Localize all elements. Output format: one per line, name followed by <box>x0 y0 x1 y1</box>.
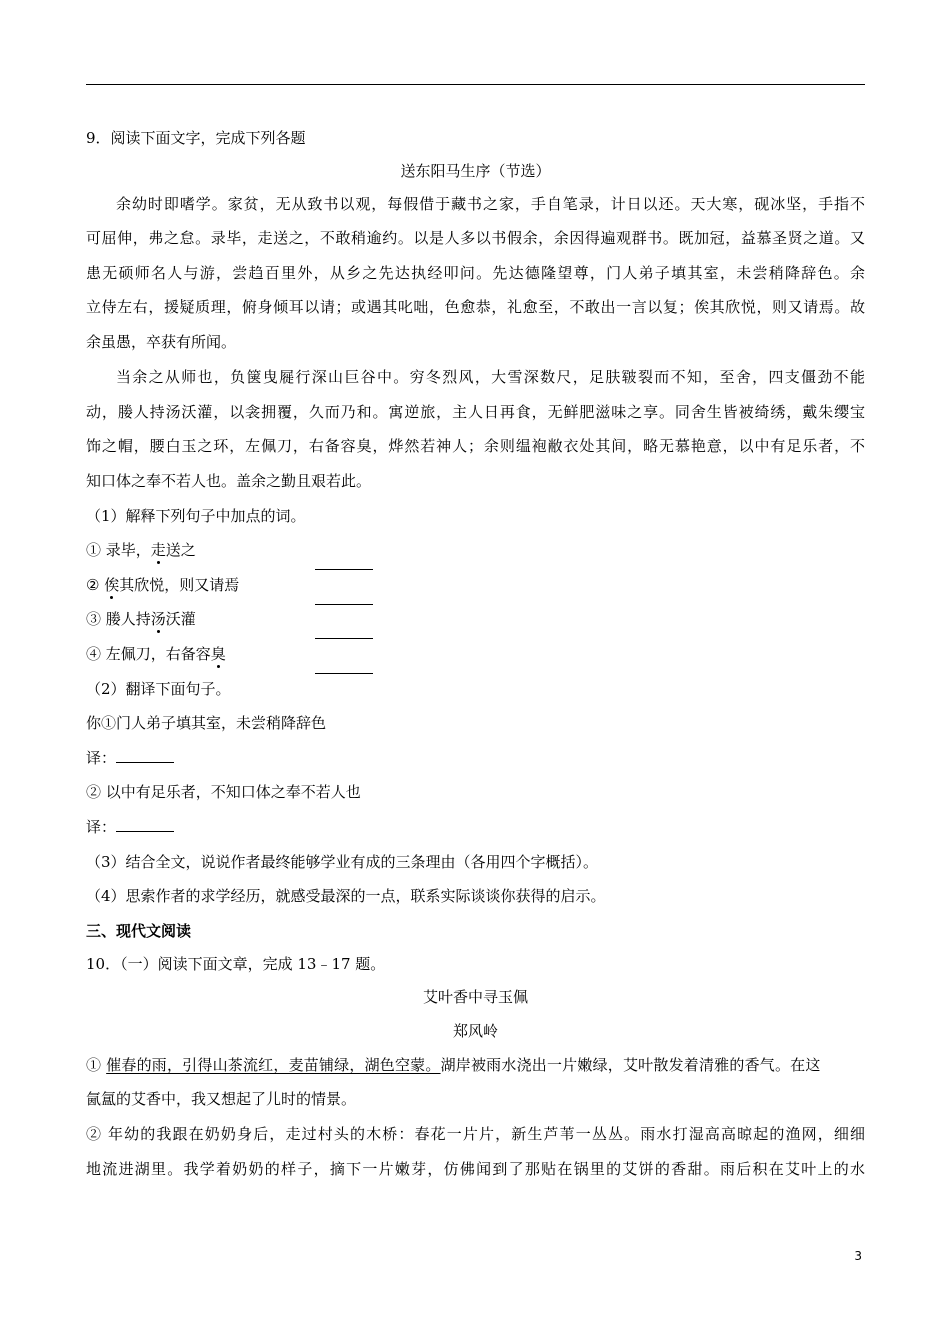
question-10-heading: 10．（一）阅读下面文章，完成 13﹣17 题。 <box>86 955 386 973</box>
dotted-word: 走 <box>150 541 166 559</box>
translate-sentence-1: 你①门人弟子填其室，未尝稍降辞色 <box>86 714 327 732</box>
sub-question-3: （3）结合全文，说说作者最终能够学业有成的三条理由（各用四个字概括）。 <box>86 853 599 871</box>
translate-answer-line: 译： <box>86 748 174 768</box>
article-line: ① 催春的雨，引得山茶流红，麦苗铺绿，湖色空蒙。湖岸被雨水浇出一片嫩绿，艾叶散发着清雅的香气。在这 <box>86 1056 821 1074</box>
sub-question-2: （2）翻译下面句子。 <box>86 680 231 698</box>
passage-line: 立侍左右，援疑质理，俯身倾耳以请；或遇其叱咄，色愈恭，礼愈至，不敢出一言以复；俟其欣悦，则又请焉。故 <box>86 298 865 316</box>
dotted-word: 俟 <box>104 576 120 594</box>
explain-item: ① 录毕，走送之 <box>86 541 196 559</box>
article-line: 地流进湖里。我学着奶奶的样子，摘下一片嫩芽，仿佛闻到了那贴在锅里的艾饼的香甜。雨后积在艾叶上的水 <box>86 1160 865 1178</box>
passage-line: 余幼时即嗜学。家贫，无从致书以观，每假借于藏书之家，手自笔录，计日以还。天大寒，砚冰坚，手指不 <box>116 195 865 213</box>
translate-answer-line: 译： <box>86 817 174 837</box>
passage-line: 可屈伸，弗之怠。录毕，走送之，不敢稍逾约。以是人多以书假余，余因得遍观群书。既加冠，益慕圣贤之道。又 <box>86 229 865 247</box>
header-rule <box>86 84 865 85</box>
article-line: 氤氲的艾香中，我又想起了儿时的情景。 <box>86 1090 357 1108</box>
explain-item: ③ 媵人持汤沃灌 <box>86 610 196 628</box>
sub-question-4: （4）思索作者的求学经历，就感受最深的一点，联系实际谈谈你获得的启示。 <box>86 887 606 905</box>
answer-blank[interactable] <box>315 555 373 570</box>
passage-line: 饰之帽，腰白玉之环，左佩刀，右备容臭，烨然若神人；余则缊袍敝衣处其间，略无慕艳意，以中有足乐者，不 <box>86 437 865 455</box>
page-number: 3 <box>854 1249 862 1263</box>
translate-sentence-2: ② 以中有足乐者，不知口体之奉不若人也 <box>86 783 361 801</box>
question-9-heading: 9．阅读下面文字，完成下列各题 <box>86 129 306 147</box>
article-author: 郑风岭 <box>452 1022 498 1040</box>
explain-item: ④ 左佩刀，右备容臭 <box>86 645 226 663</box>
answer-blank[interactable] <box>116 748 174 763</box>
article-line: ② 年幼的我跟在奶奶身后，走过村头的木桥：春花一片片，新生芦苇一丛丛。雨水打湿高高晾起的渔网，细细 <box>86 1125 865 1143</box>
answer-blank[interactable] <box>315 659 373 674</box>
passage-line: 动，媵人持汤沃灌，以衾拥覆，久而乃和。寓逆旅，主人日再食，无鲜肥滋味之享。同舍生皆被绮绣，戴朱缨宝 <box>86 403 865 421</box>
passage-line: 余虽愚，卒获有所闻。 <box>86 333 237 351</box>
dotted-word: 臭 <box>210 645 226 663</box>
dotted-word: 汤 <box>150 610 166 628</box>
passage-line: 患无硕师名人与游，尝趋百里外，从乡之先达执经叩问。先达德隆望尊，门人弟子填其室，未尝稍降辞色。余 <box>86 264 865 282</box>
explain-item: ② 俟其欣悦，则又请焉 <box>86 576 240 594</box>
passage-title: 送东阳马生序（节选） <box>400 162 551 180</box>
passage-line: 当余之从师也，负箧曳屣行深山巨谷中。穷冬烈风，大雪深数尺，足肤皲裂而不知，至舍，四支僵劲不能 <box>116 368 865 386</box>
underlined-sentence: 催春的雨，引得山茶流红，麦苗铺绿，湖色空蒙。 <box>106 1056 441 1074</box>
answer-blank[interactable] <box>315 624 373 639</box>
article-title: 艾叶香中寻玉佩 <box>422 988 528 1006</box>
sub-question-1: （1）解释下列句子中加点的词。 <box>86 507 306 525</box>
answer-blank[interactable] <box>315 590 373 605</box>
passage-line: 知口体之奉不若人也。盖余之勤且艰若此。 <box>86 472 372 490</box>
section-heading: 三、现代文阅读 <box>86 922 192 940</box>
answer-blank[interactable] <box>116 817 174 832</box>
